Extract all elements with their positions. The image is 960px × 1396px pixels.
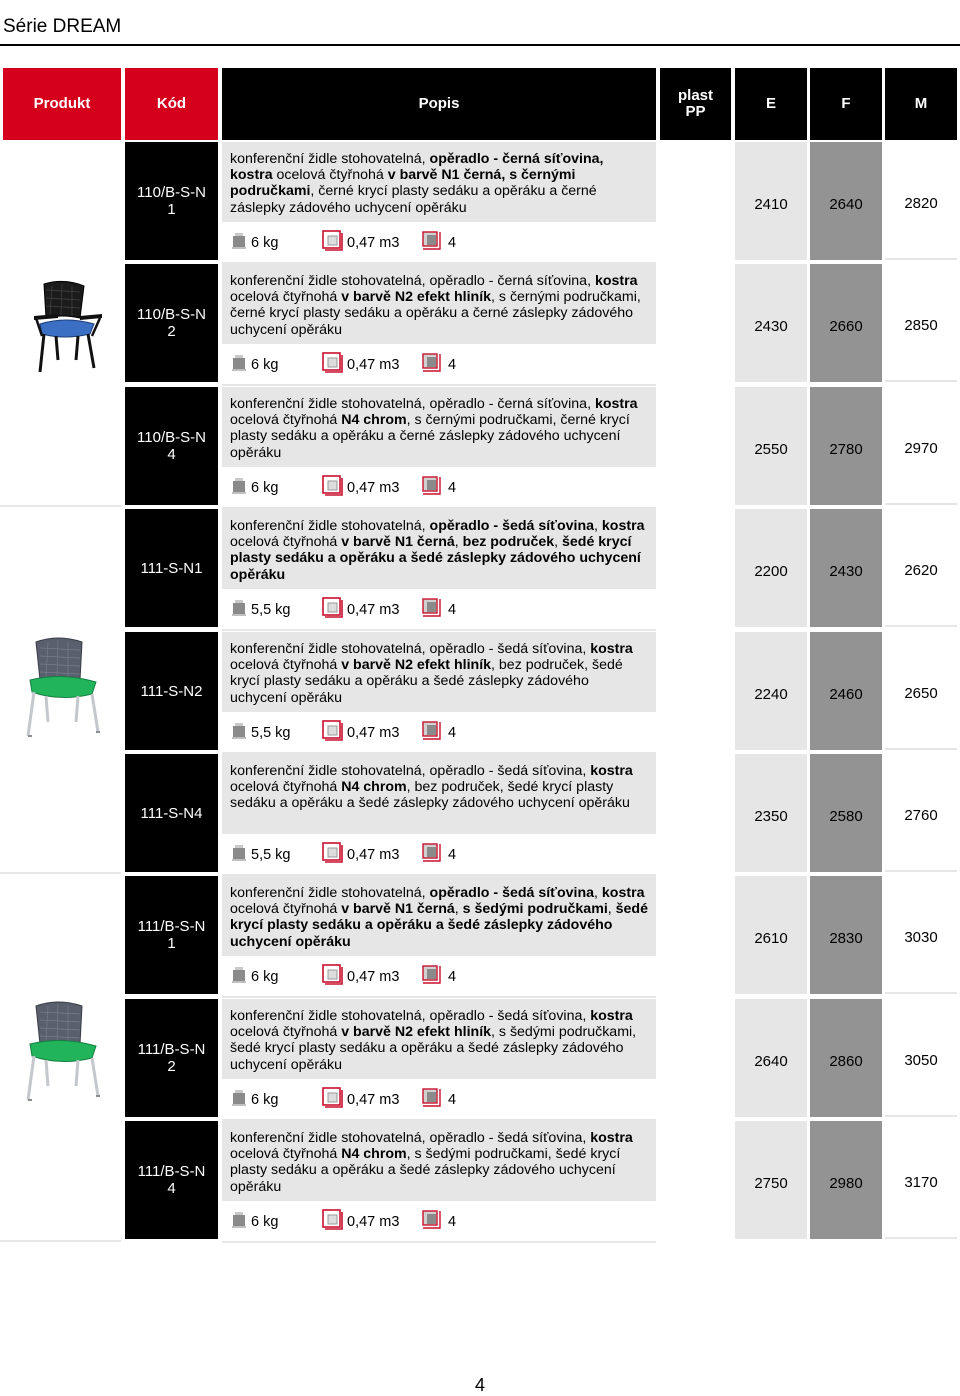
weight-value: 6 kg [251,1214,279,1230]
quantity-value: 4 [448,235,457,251]
price-m: 2760 [885,754,957,872]
price-e: 2610 [735,876,807,994]
header-m: M [885,68,957,140]
quantity-value: 4 [448,847,457,863]
weight-icon [232,478,246,498]
spec-bar [222,1203,656,1243]
weight-icon [232,233,246,253]
product-code [125,142,218,260]
product-code-text: 111/B-S-N1 [137,918,206,952]
price-f: 2860 [810,999,882,1117]
weight-value: 6 kg [251,480,279,496]
header-plast [660,68,731,140]
header-produkt: Produkt [3,68,121,140]
box-volume-icon [322,964,344,990]
stack-quantity-icon [422,353,442,377]
product-code-text: 110/B-S-N2 [137,306,206,340]
quantity-value: 4 [448,602,457,618]
price-e: 2640 [735,999,807,1117]
box-volume-icon [322,1209,344,1235]
product-code [125,1121,218,1239]
price-e: 2410 [735,142,807,260]
spec-bar [222,1081,656,1121]
stack-quantity-icon [422,1210,442,1234]
stack-quantity-icon [422,231,442,255]
product-description: konferenční židle stohovatelná, opěradlo - šedá síťovina, kostra ocelová čtyřnohá N4 chrom, bez područek, šedé krycí plasty sedáku a opěráku a šedé záslepky zádového uchycení opěráku [222,754,656,834]
header-e: E [735,68,807,140]
header-kod: Kód [125,68,218,140]
quantity-value: 4 [448,1092,457,1108]
price-e: 2350 [735,754,807,872]
volume-value: 0,47 m3 [347,480,400,496]
weight-icon [232,1090,246,1110]
product-code [125,264,218,382]
product-code [125,387,218,505]
product-description: konferenční židle stohovatelná, opěradlo - šedá síťovina, kostra ocelová čtyřnohá v barvě N2 efekt hliník, s šedými područkami, šedé krycí plasty sedáku a opěráku a šedé záslepky zádového uchycení opěráku [222,999,656,1079]
product-code [125,754,218,872]
stack-quantity-icon [422,721,442,745]
weight-icon [232,967,246,987]
price-m: 3170 [885,1121,957,1239]
product-code [125,999,218,1117]
price-e: 2430 [735,264,807,382]
product-code-text: 111-S-N2 [140,682,203,700]
product-code-text: 110/B-S-N4 [137,429,206,463]
stack-quantity-icon [422,1088,442,1112]
weight-value: 6 kg [251,1092,279,1108]
box-volume-icon [322,597,344,623]
header-plast-label: plast PP [677,87,713,120]
product-description: konferenční židle stohovatelná, opěradlo - černá síťovina, kostra ocelová čtyřnohá v barvě N1 černá, s černými područkami, černé krycí plasty sedáku a opěráku a černé záslepky zádového uchycení opěráku [222,142,656,222]
header-f: F [810,68,882,140]
box-volume-icon [322,720,344,746]
volume-value: 0,47 m3 [347,847,400,863]
product-description: konferenční židle stohovatelná, opěradlo - šedá síťovina, kostra ocelová čtyřnohá N4 chrom, s šedými područkami, šedé krycí plasty sedáku a opěráku a šedé záslepky zádového uchycení opěráku [222,1121,656,1201]
price-m: 2970 [885,387,957,505]
spec-bar [222,224,656,264]
spec-bar [222,469,656,509]
product-code [125,509,218,627]
product-code [125,632,218,750]
spec-bar [222,591,656,631]
price-f: 2640 [810,142,882,260]
stack-quantity-icon [422,598,442,622]
product-code-text: 110/B-S-N1 [137,184,206,218]
stack-quantity-icon [422,843,442,867]
product-description: konferenční židle stohovatelná, opěradlo - šedá síťovina, kostra ocelová čtyřnohá v barvě N1 černá, s šedými područkami, šedé krycí plasty sedáku a opěráku a šedé záslepky zádového uchycení opěráku [222,876,656,956]
title-rule [0,44,960,46]
price-f: 2460 [810,632,882,750]
quantity-value: 4 [448,1214,457,1230]
volume-value: 0,47 m3 [347,969,400,985]
volume-value: 0,47 m3 [347,1214,400,1230]
stack-quantity-icon [422,476,442,500]
volume-value: 0,47 m3 [347,1092,400,1108]
price-e: 2200 [735,509,807,627]
weight-icon [232,600,246,620]
price-m: 2650 [885,632,957,750]
group-separator [0,1240,121,1242]
weight-value: 6 kg [251,357,279,373]
price-f: 2980 [810,1121,882,1239]
weight-icon [232,1212,246,1232]
price-f: 2430 [810,509,882,627]
price-f: 2580 [810,754,882,872]
price-e: 2750 [735,1121,807,1239]
quantity-value: 4 [448,357,457,373]
group-separator [0,505,121,507]
box-volume-icon [322,230,344,256]
volume-value: 0,47 m3 [347,602,400,618]
box-volume-icon [322,1087,344,1113]
volume-value: 0,47 m3 [347,235,400,251]
spec-bar [222,836,656,876]
weight-value: 6 kg [251,969,279,985]
product-description: konferenční židle stohovatelná, opěradlo - černá síťovina, kostra ocelová čtyřnohá N4 chrom, s černými područkami, černé krycí plasty sedáku a opěráku a černé záslepky zádového uchycení opěráku [222,387,656,467]
weight-icon [232,355,246,375]
header-popis: Popis [222,68,656,140]
price-m: 2620 [885,509,957,627]
volume-value: 0,47 m3 [347,357,400,373]
chair-111b-image [22,1000,104,1109]
group-separator [0,872,121,874]
product-description: konferenční židle stohovatelná, opěradlo - šedá síťovina, kostra ocelová čtyřnohá v barvě N2 efekt hliník, bez područek, šedé krycí plasty sedáku a opěráku a šedé záslepky zádového uchycení opěráku [222,632,656,712]
box-volume-icon [322,475,344,501]
weight-value: 5,5 kg [251,847,291,863]
price-m: 2850 [885,264,957,382]
product-code [125,876,218,994]
product-description: konferenční židle stohovatelná, opěradlo - černá síťovina, kostra ocelová čtyřnohá v barvě N2 efekt hliník, s černými područkami, černé krycí plasty sedáku a opěráku a černé záslepky zádového uchycení opěráku [222,264,656,344]
quantity-value: 4 [448,969,457,985]
page-number: 4 [474,1375,485,1395]
spec-bar [222,958,656,998]
chair-111-image [22,636,104,745]
product-code-text: 111/B-S-N2 [137,1041,206,1075]
price-m: 3030 [885,876,957,994]
price-e: 2240 [735,632,807,750]
price-f: 2780 [810,387,882,505]
quantity-value: 4 [448,725,457,741]
weight-value: 5,5 kg [251,602,291,618]
weight-icon [232,723,246,743]
price-f: 2830 [810,876,882,994]
stack-quantity-icon [422,965,442,989]
product-description: konferenční židle stohovatelná, opěradlo - šedá síťovina, kostra ocelová čtyřnohá v barvě N1 černá, bez područek, šedé krycí plasty sedáku a opěráku a šedé záslepky zádového uchycení opěráku [222,509,656,589]
weight-value: 6 kg [251,235,279,251]
page-title: Série DREAM [3,16,122,37]
price-m: 2820 [885,142,957,260]
weight-icon [232,845,246,865]
price-f: 2660 [810,264,882,382]
box-volume-icon [322,352,344,378]
quantity-value: 4 [448,480,457,496]
price-e: 2550 [735,387,807,505]
product-code-text: 111-S-N4 [140,804,203,822]
spec-bar [222,346,656,386]
weight-value: 5,5 kg [251,725,291,741]
product-code-text: 111-S-N1 [140,559,203,577]
product-code-text: 111/B-S-N4 [137,1163,206,1197]
volume-value: 0,47 m3 [347,725,400,741]
price-m: 3050 [885,999,957,1117]
chair-110-image [28,280,106,381]
spec-bar [222,714,656,754]
box-volume-icon [322,842,344,868]
